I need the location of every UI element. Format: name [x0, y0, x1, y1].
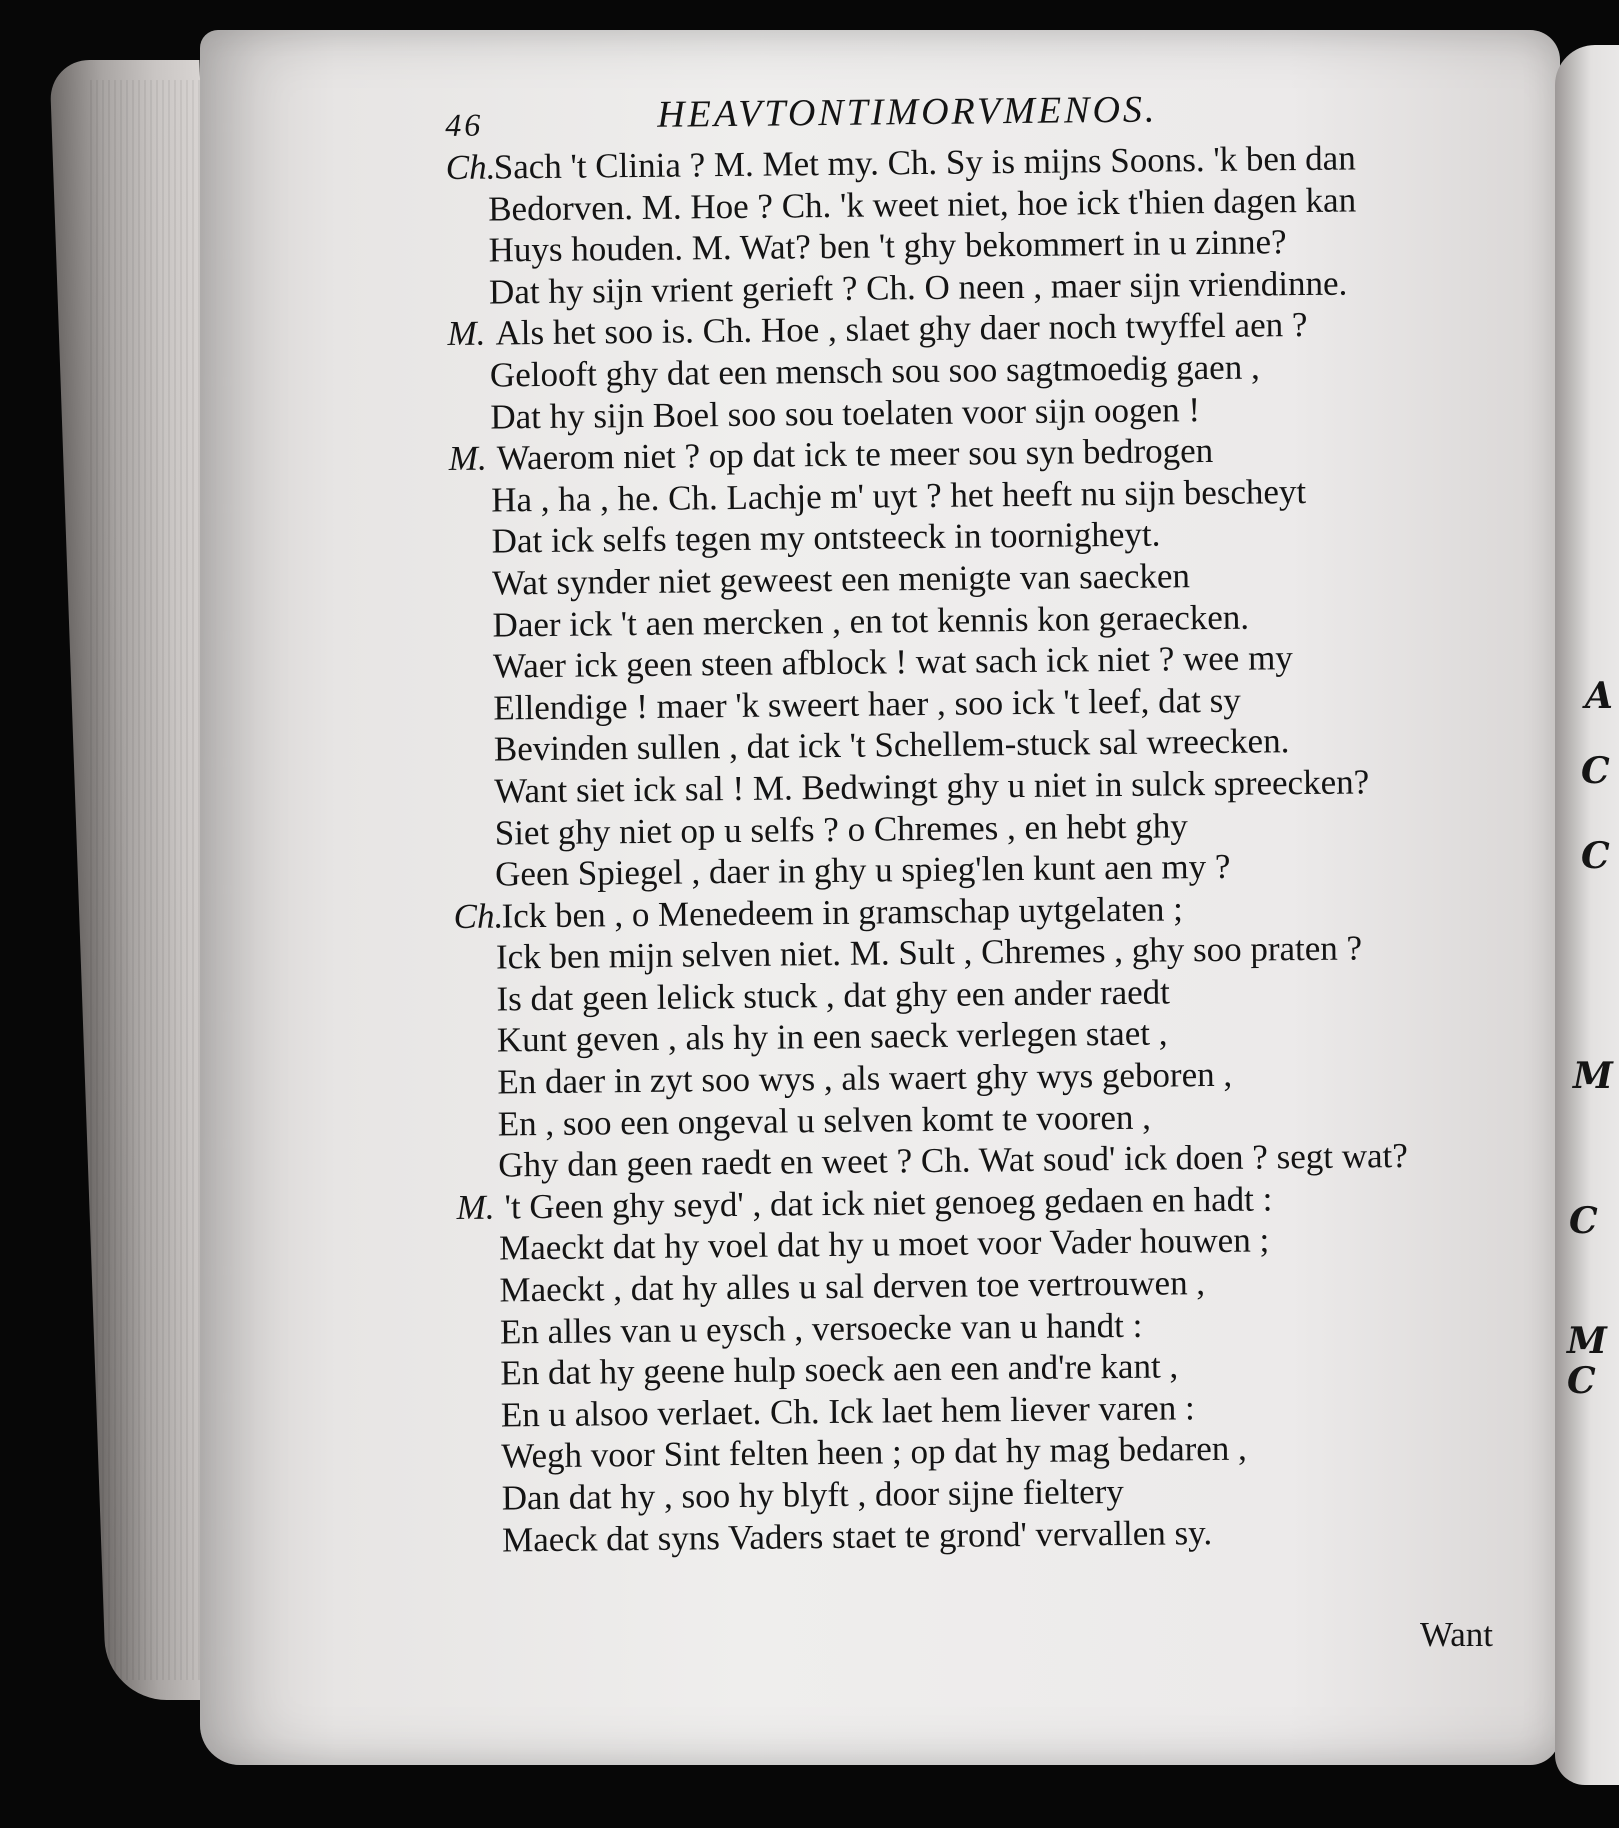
verse-text: Dat hy sijn vrient gerieft ? Ch. O neen , maer sijn vriendinne.	[488, 263, 1348, 312]
running-title: HEAVTONTIMORVMENOS.	[656, 88, 1158, 136]
verse-text: Waerom niet ? op dat ick te meer sou syn bedrogen	[496, 431, 1214, 478]
facing-page-edge	[1555, 45, 1619, 1785]
facing-page-fragment: C	[1581, 750, 1610, 792]
verse-text: Maeck dat syns Vaders staet te grond' vervallen sy.	[501, 1512, 1213, 1560]
verse-text: 't Geen ghy seyd' , dat ick niet genoeg gedaen en hadt :	[504, 1179, 1273, 1227]
facing-page-fragment: C	[1567, 1360, 1596, 1402]
verse-text: Bevinden sullen , dat ick 't Schellem-stuck sal wreecken.	[493, 721, 1290, 769]
verse-text: Ha , ha , he. Ch. Lachje m' uyt ? het heeft nu sijn bescheyt	[491, 471, 1307, 520]
verse-lines	[446, 136, 1541, 1561]
verse-text: En , soo een ongeval u selven komt te vooren ,	[497, 1097, 1152, 1144]
verse-text: En u alsoo verlaet. Ch. Ick laet hem liever varen :	[500, 1388, 1195, 1435]
verse-text: Waer ick geen steen afblock ! wat sach ick niet ? wee my	[492, 638, 1294, 686]
verse-text: Sach 't Clinia ? M. Met my. Ch. Sy is mijns Soons. 'k ben dan	[493, 138, 1356, 187]
speaker-label: M.	[447, 313, 486, 354]
verse-text: Maeckt , dat hy alles u sal derven toe vertrouwen ,	[499, 1263, 1206, 1310]
facing-page-fragment: M	[1567, 1320, 1607, 1362]
verse-text: Want siet ick sal ! M. Bedwingt ghy u niet in sulck spreecken?	[494, 762, 1370, 811]
verse-text: Ick ben , o Menedeem in gramschap uytgelaten ;	[501, 889, 1184, 936]
speaker-label: M.	[456, 1187, 495, 1227]
verse-text: Dat ick selfs tegen my ontsteeck in toornigheyt.	[491, 514, 1161, 561]
verse-text: Dan dat hy , soo hy blyft , door sijne fieltery	[501, 1471, 1124, 1518]
verse-text: Geen Spiegel , daer in ghy u spieg'len kunt aen my ?	[494, 846, 1231, 894]
verse-text: Wat synder niet geweest een menigte van saecken	[491, 556, 1191, 603]
verse-text: Ghy dan geen raedt en weet ? Ch. Wat soud' ick doen ? segt wat?	[498, 1136, 1408, 1185]
verse-text: Gelooft ghy dat een mensch sou soo sagtmoedig gaen ,	[489, 347, 1260, 395]
facing-page-fragment: A	[1585, 675, 1613, 717]
facing-page-fragment: C	[1581, 835, 1610, 877]
text-block	[445, 84, 1540, 1561]
page-number: 46	[445, 106, 484, 143]
verse-text: Daer ick 't aen mercken , en tot kennis kon geraecken.	[492, 597, 1250, 645]
page-edges	[90, 80, 210, 1680]
verse-text: Maeckt dat hy voel dat hy u moet voor Vader houwen ;	[498, 1220, 1270, 1268]
verse-text: En daer in zyt soo wys , als waert ghy wys geboren ,	[497, 1054, 1233, 1102]
verse-text: Is dat geen lelick stuck , dat ghy een ander raedt	[496, 972, 1171, 1019]
catchword: Want	[1420, 1615, 1493, 1654]
facing-page-fragment: M	[1573, 1055, 1613, 1097]
verse-text: Huys houden. M. Wat? ben 't ghy bekommert in u zinne?	[488, 222, 1287, 270]
verse-text: Als het soo is. Ch. Hoe , slaet ghy daer noch twyffel aen ?	[495, 305, 1308, 353]
verse-text: En alles van u eysch , versoecke van u handt :	[499, 1305, 1143, 1352]
verse-text: Kunt geven , als hy in een saeck verlegen staet ,	[496, 1013, 1168, 1060]
verse-text: Bedorven. M. Hoe ? Ch. 'k weet niet, hoe ick t'hien dagen kan	[487, 180, 1357, 229]
verse-text: Siet ghy niet op u selfs ? o Chremes , en hebt ghy	[494, 805, 1188, 853]
speaker-label: Ch.	[453, 896, 504, 936]
verse-text: En dat hy geene hulp soeck aen een and're kant ,	[500, 1346, 1179, 1393]
speaker-label: Ch.	[445, 147, 496, 187]
verse-text: Ellendige ! maer 'k sweert haer , soo ick 't leef, dat sy	[493, 680, 1241, 728]
verse-text: Dat hy sijn Boel soo sou toelaten voor sijn oogen !	[490, 389, 1201, 437]
verse-text: Ick ben mijn selven niet. M. Sult , Chremes , ghy soo praten ?	[495, 928, 1363, 977]
speaker-label: M.	[448, 438, 487, 479]
verse-text: Wegh voor Sint felten heen ; op dat hy mag bedaren ,	[501, 1429, 1248, 1476]
facing-page-fragment: C	[1569, 1200, 1598, 1242]
